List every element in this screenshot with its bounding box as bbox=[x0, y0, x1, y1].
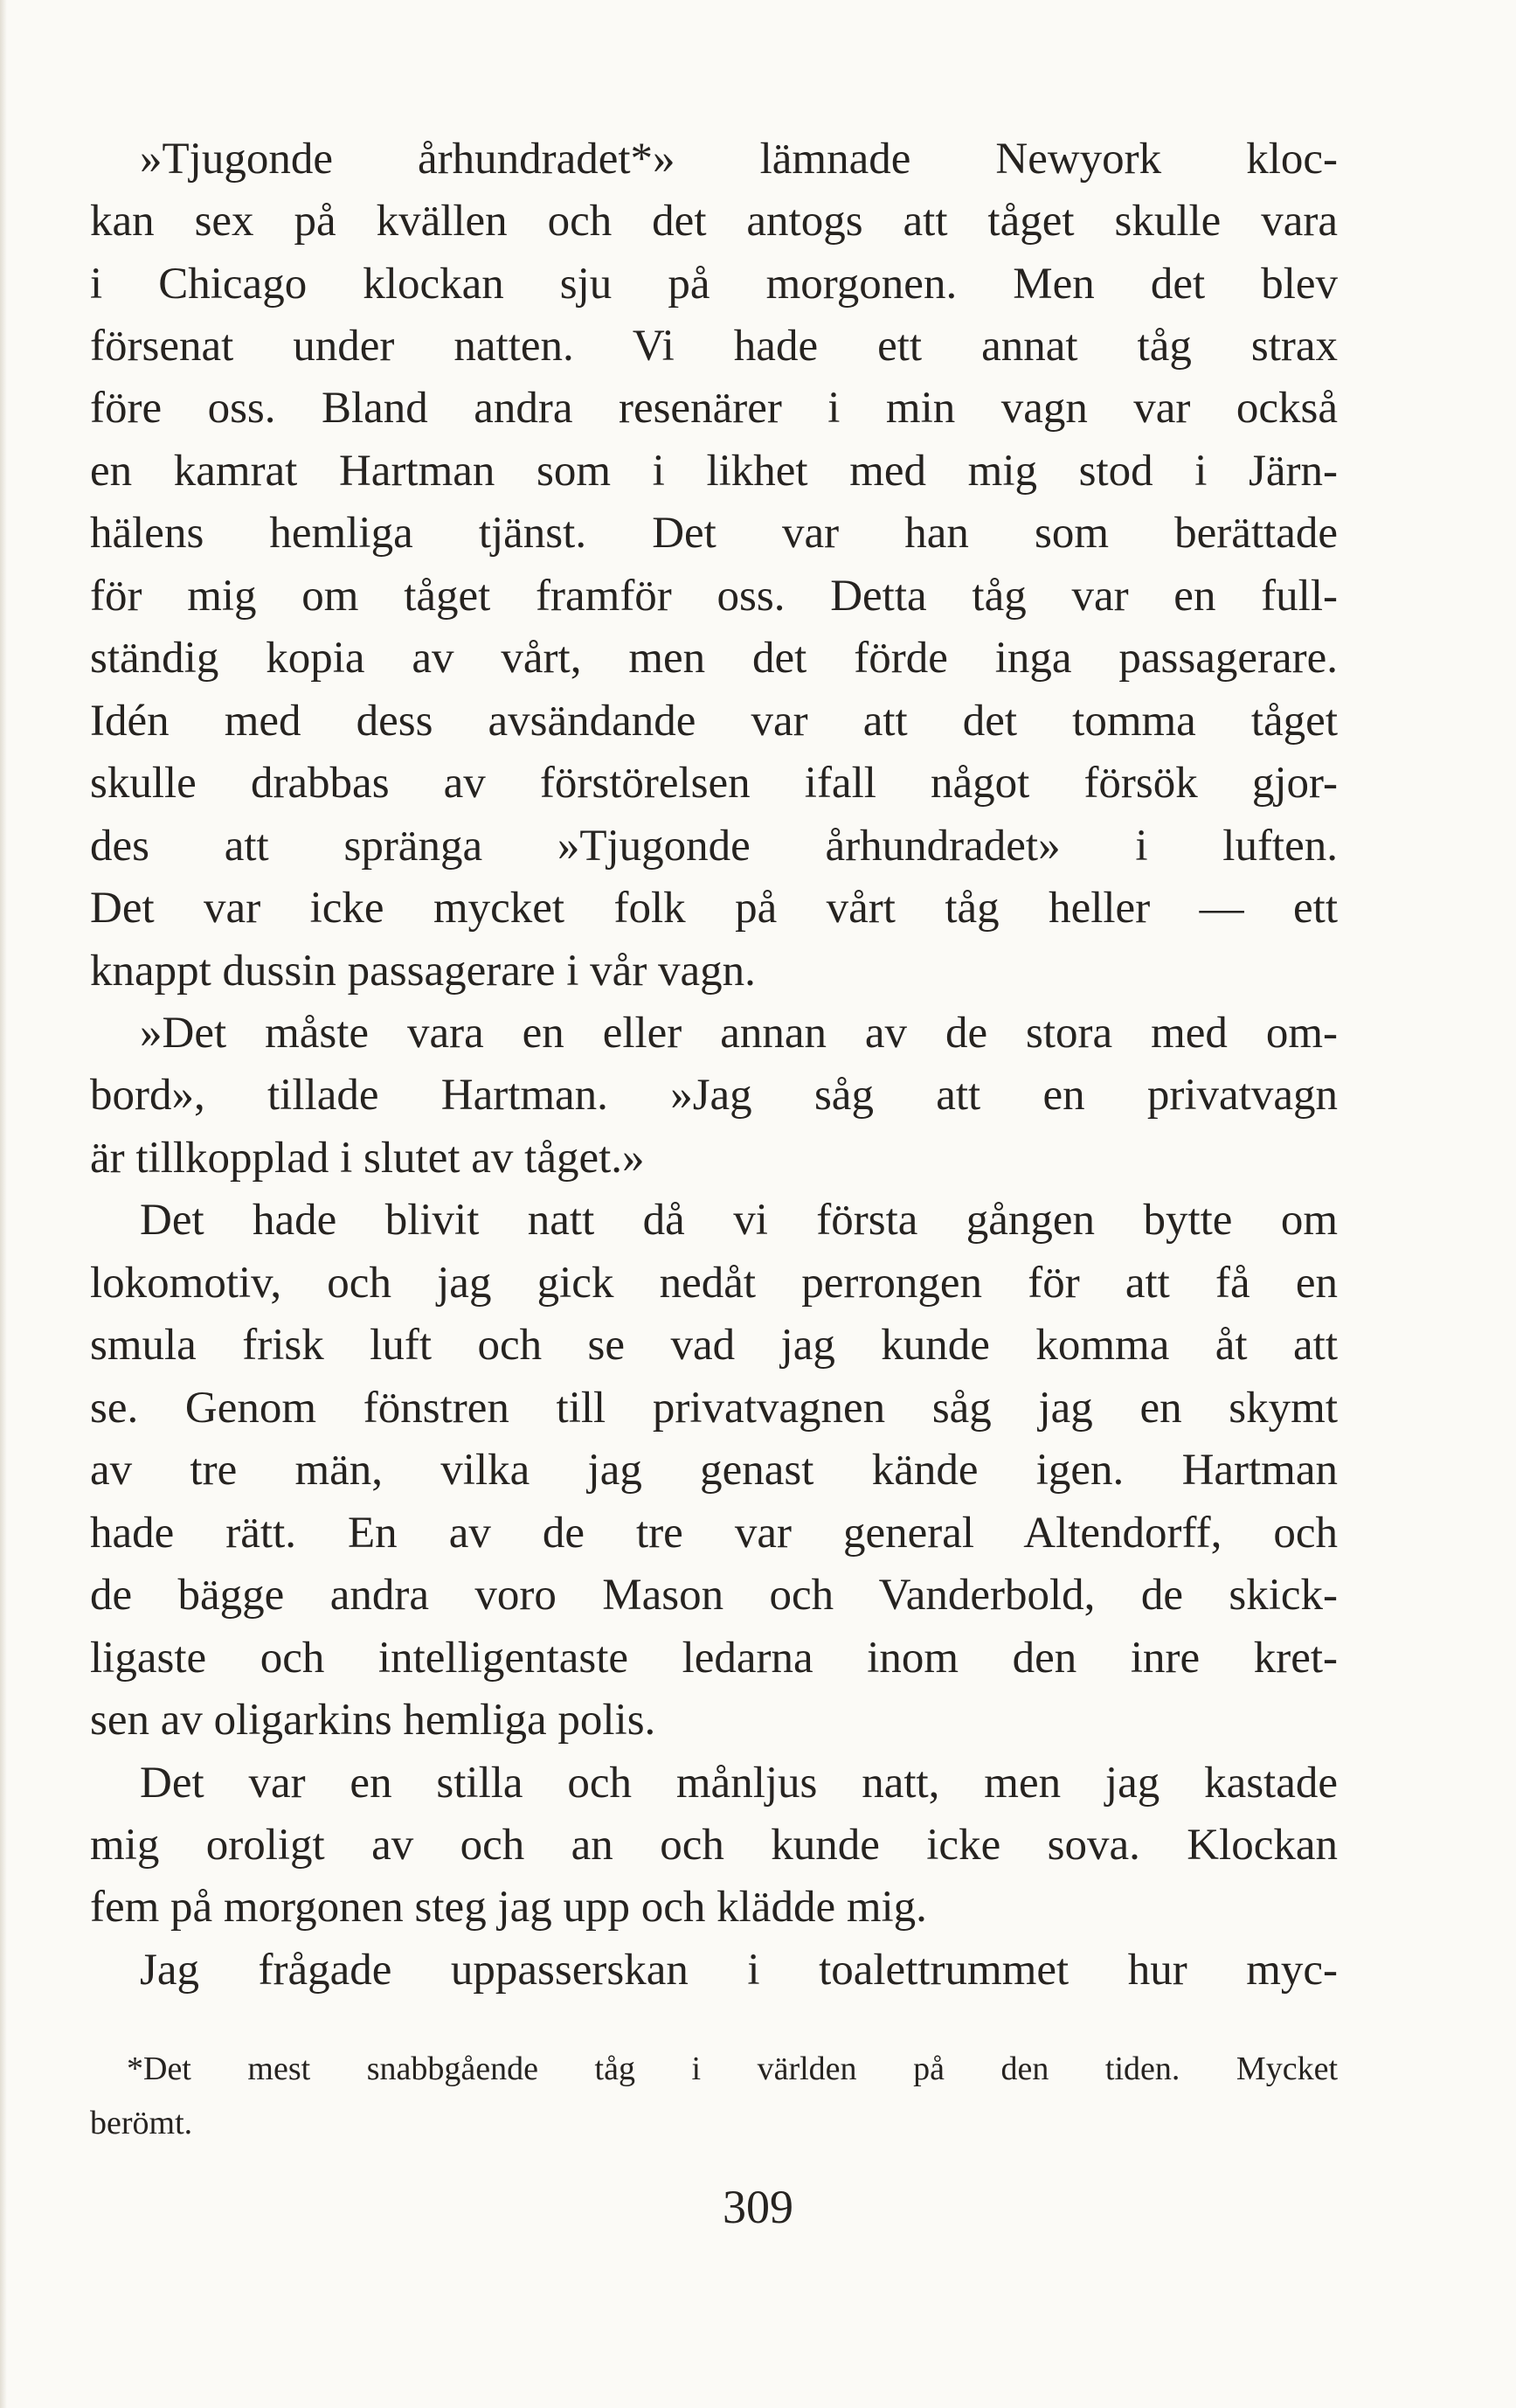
footnote-line: berömt. bbox=[90, 2105, 193, 2141]
text-line: är tillkopplad i slutet av tåget.» bbox=[90, 1134, 645, 1183]
page-edge-shadow bbox=[0, 0, 7, 2408]
text-line: hälens hemliga tjänst. Det var han som berättade bbox=[90, 509, 1338, 558]
text-line: knappt dussin passagerare i vår vagn. bbox=[90, 947, 756, 996]
text-line: Det hade blivit natt då vi första gången bytte om bbox=[140, 1196, 1338, 1245]
text-line: Det var icke mycket folk på vårt tåg heller — ett bbox=[90, 884, 1338, 933]
text-line: en kamrat Hartman som i likhet med mig stod i Järn- bbox=[90, 447, 1338, 496]
text-line: bord», tillade Hartman. »Jag såg att en privatvagn bbox=[90, 1071, 1338, 1120]
text-line: skulle drabbas av förstörelsen ifall något försök gjor- bbox=[90, 759, 1338, 808]
text-line: ständig kopia av vårt, men det förde inga passagerare. bbox=[90, 634, 1338, 683]
footnote-line: *Det mest snabbgående tåg i världen på den tiden. Mycket bbox=[127, 2051, 1338, 2087]
text-line: fem på morgonen steg jag upp och klädde mig. bbox=[90, 1883, 927, 1932]
text-line: Idén med dess avsändande var att det tomma tåget bbox=[90, 697, 1338, 746]
text-line: de bägge andra voro Mason och Vanderbold, de skick- bbox=[90, 1571, 1338, 1620]
text-line: sen av oligarkins hemliga polis. bbox=[90, 1696, 656, 1745]
text-line: i Chicago klockan sju på morgonen. Men det blev bbox=[90, 260, 1338, 309]
text-line: av tre män, vilka jag genast kände igen. Hartman bbox=[90, 1446, 1338, 1495]
text-line: lokomotiv, och jag gick nedåt perrongen för att få en bbox=[90, 1259, 1338, 1308]
page-number: 309 bbox=[723, 2181, 793, 2233]
text-line: ligaste och intelligentaste ledarna inom den inre kret- bbox=[90, 1634, 1338, 1683]
text-line: »Det måste vara en eller annan av de stora med om- bbox=[140, 1009, 1338, 1058]
text-line: före oss. Bland andra resenärer i min vagn var också bbox=[90, 384, 1338, 433]
text-line: Jag frågade uppasserskan i toalettrummet hur myc- bbox=[140, 1946, 1338, 1995]
text-line: se. Genom fönstren till privatvagnen såg jag en skymt bbox=[90, 1384, 1338, 1433]
text-line: mig oroligt av och an och kunde icke sova. Klockan bbox=[90, 1821, 1338, 1870]
text-line: försenat under natten. Vi hade ett annat tåg strax bbox=[90, 322, 1338, 371]
text-line: des att spränga »Tjugonde århundradet» i luften. bbox=[90, 822, 1338, 871]
text-line: Det var en stilla och månljus natt, men jag kastade bbox=[140, 1759, 1338, 1808]
text-line: smula frisk luft och se vad jag kunde komma åt att bbox=[90, 1321, 1338, 1370]
text-line: hade rätt. En av de tre var general Altendorff, och bbox=[90, 1509, 1338, 1558]
text-line: för mig om tåget framför oss. Detta tåg var en full- bbox=[90, 572, 1338, 621]
text-line: kan sex på kvällen och det antogs att tåget skulle vara bbox=[90, 197, 1338, 246]
text-line: »Tjugonde århundradet*» lämnade Newyork kloc- bbox=[140, 135, 1338, 184]
